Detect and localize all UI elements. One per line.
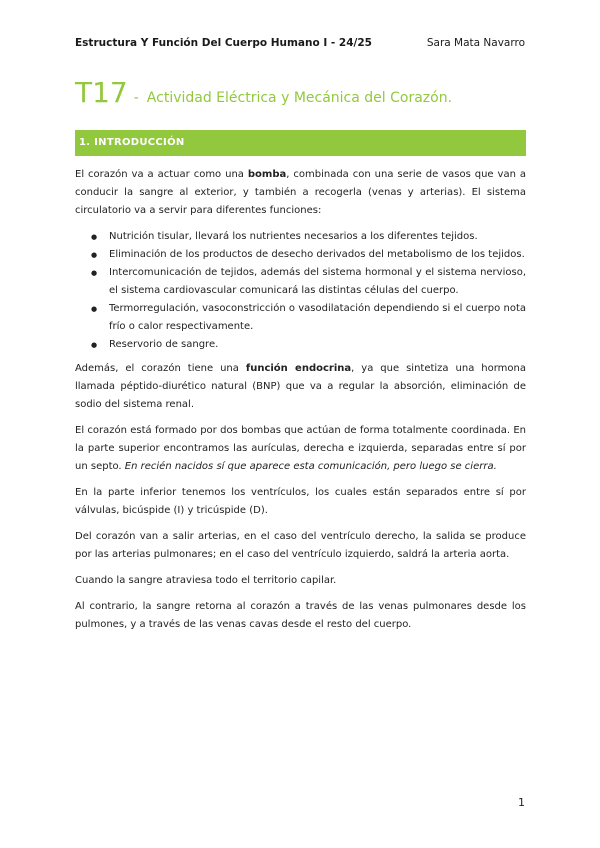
text-run: El corazón va a actuar como una xyxy=(75,169,248,180)
document-title xyxy=(75,76,452,109)
text-run: El corazón está formado por dos bombas que actúan de forma totalmente coordinada. En la parte superior encontramos las aurículas, derecha e izquierda, separadas entre sí por un septo. xyxy=(75,425,526,472)
text-run: Además, el corazón tiene una xyxy=(75,363,246,374)
list-item: ● Nutrición tisular, llevará los nutrientes necesarios a los diferentes tejidos. xyxy=(109,228,526,246)
italic-note: En recién nacidos sí que aparece esta comunicación, pero luego se cierra. xyxy=(124,461,497,472)
page-header xyxy=(75,37,525,53)
page-number: 1 xyxy=(518,796,525,809)
paragraph-ventricles: En la parte inferior tenemos los ventrículos, los cuales están separados entre sí por válvulas, bicúspide (I) y tricúspide (D). xyxy=(75,487,526,516)
text-run: , ya que sintetiza una hormona llamada péptido-diurético natural (BNP) que va a regular la absorción, eliminación de sodio del sistema renal. xyxy=(75,363,526,410)
section-heading-bar xyxy=(75,130,526,156)
paragraph-pumps xyxy=(75,422,526,476)
paragraph-capillary: Cuando la sangre atraviesa todo el territorio capilar. xyxy=(75,575,337,586)
paragraph-endocrine xyxy=(75,360,526,414)
bold-term-endocrine: función endocrina xyxy=(245,363,352,374)
bold-term-bomba: bomba xyxy=(247,169,287,180)
topic-title: Actividad Eléctrica y Mecánica del Corazón. xyxy=(146,90,453,106)
list-item: ● Reservorio de sangre. xyxy=(109,336,526,354)
section-heading: 1. INTRODUCCIÓN xyxy=(79,137,185,148)
course-title: Estructura Y Función Del Cuerpo Humano I - 24/25 xyxy=(75,37,372,49)
list-item: ● Intercomunicación de tejidos, además del sistema hormonal y el sistema nervioso, el sistema cardiovascular comunicará las distintas células del cuerpo. xyxy=(109,264,526,300)
topic-number: T17 xyxy=(75,76,128,109)
list-item: ● Eliminación de los productos de desecho derivados del metabolismo de los tejidos. xyxy=(109,246,526,264)
paragraph-arteries: Del corazón van a salir arterias, en el caso del ventrículo derecho, la salida se produce por las arterias pulmonares; en el caso del ventrículo izquierdo, saldrá la arteria aorta. xyxy=(75,531,526,560)
functions-list xyxy=(75,228,526,354)
title-dash: - xyxy=(133,90,139,106)
paragraph-intro xyxy=(75,166,526,220)
paragraph-return: Al contrario, la sangre retorna al corazón a través de las venas pulmonares desde los pulmones, y a través de las venas cavas desde el resto del cuerpo. xyxy=(75,601,526,630)
list-item: ● Termorregulación, vasoconstricción o vasodilatación dependiendo si el cuerpo nota frío o calor respectivamente. xyxy=(109,300,526,336)
text-run: , combinada con una serie de vasos que van a conducir la sangre al exterior, y también a recogerla (venas y arterias). El sistema circulatorio va a servir para diferentes funciones: xyxy=(75,169,526,216)
author-name: Sara Mata Navarro xyxy=(426,37,525,49)
document-body xyxy=(75,166,526,642)
